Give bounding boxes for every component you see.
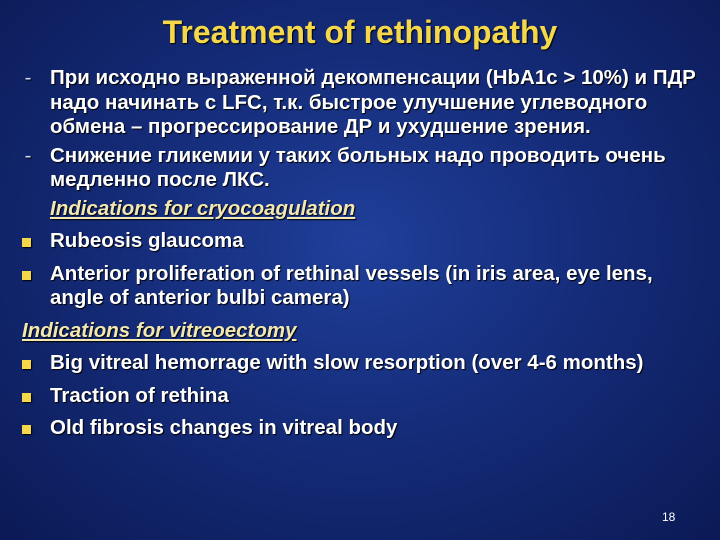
page-number: 18 bbox=[662, 510, 676, 524]
bullet-text: Anterior proliferation of rethinal vessels (in iris area, eye lens, angle of anterior bulbi camera) bbox=[50, 261, 653, 309]
list-item bbox=[0, 416, 715, 441]
bullet-text: Снижение гликемии у таких больных надо проводить очень медленно после ЛКС. bbox=[50, 143, 666, 191]
bullet-text: Old fibrosis changes in vitreal body bbox=[50, 416, 398, 439]
square-bullet-icon bbox=[22, 238, 31, 247]
bullet-text: Rubeosis glaucoma bbox=[50, 229, 244, 252]
cryocoagulation-heading: Indications for cryocoagulation bbox=[50, 196, 356, 220]
slide-title: Treatment of rethinopathy bbox=[162, 14, 558, 50]
square-bullet-icon bbox=[22, 393, 31, 402]
bullet-text: При исходно выраженной декомпенсации (HbA1c > 10%) и ПДР надо начинать с LFC, т.к. быстрое улучшение углеводного обмена – прогрессирование ДР и ухудшение зрения. bbox=[50, 66, 696, 138]
list-item bbox=[0, 66, 715, 140]
square-bullet-icon bbox=[22, 425, 31, 434]
square-bullet-icon bbox=[22, 360, 31, 369]
dash-marker: - bbox=[24, 143, 32, 167]
dash-marker: - bbox=[24, 66, 32, 89]
list-item bbox=[0, 351, 715, 376]
list-item bbox=[0, 144, 715, 193]
list-item bbox=[0, 262, 715, 311]
square-bullet-icon bbox=[22, 271, 31, 280]
list-item bbox=[0, 229, 715, 254]
bullet-text: Traction of rethina bbox=[50, 383, 229, 407]
slide-content bbox=[0, 66, 715, 449]
list-item bbox=[0, 384, 715, 409]
bullet-text: Big vitreal hemorrage with slow resorption (over 4-6 months) bbox=[50, 351, 644, 374]
vitreoectomy-heading: Indications for vitreoectomy bbox=[22, 318, 297, 342]
